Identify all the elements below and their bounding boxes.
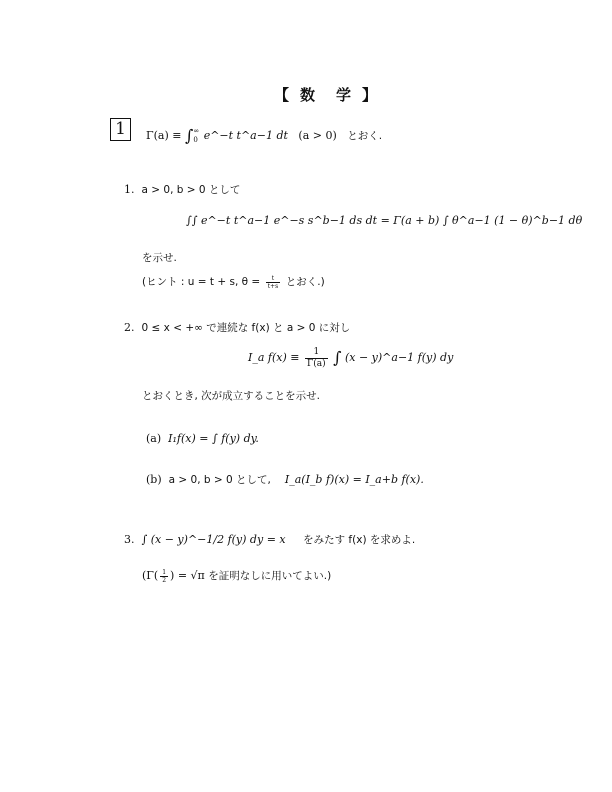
q1-instruction: を示せ. bbox=[142, 252, 177, 264]
q3-equation: ∫ (x − y)^−1/2 f(y) dy = x bbox=[141, 533, 286, 546]
q3-heading bbox=[124, 532, 415, 547]
q3-note-mid: ) = √π bbox=[170, 569, 205, 582]
q1-eq-lhs: ∫∫ e^−t t^a−1 e^−s s^b−1 ds dt bbox=[186, 214, 378, 227]
q1-condition: a > 0, b > 0 として bbox=[141, 184, 241, 196]
q3-note-suffix: を証明なしに用いてよい.) bbox=[208, 570, 332, 582]
title-word-2: 学 bbox=[336, 86, 353, 104]
gamma-def-suffix: とおく. bbox=[347, 130, 383, 142]
q2-part-b bbox=[146, 472, 424, 487]
integral-limits: ∞ 0 bbox=[193, 127, 200, 144]
gamma-def-integrand: e^−t t^a−1 dt bbox=[203, 129, 288, 142]
q2-part-a bbox=[146, 432, 259, 445]
gamma-definition bbox=[146, 124, 382, 145]
q2-def-fraction: $\frac{1}{\Gamma(a)}$ bbox=[306, 346, 326, 369]
q1-equation bbox=[186, 214, 582, 227]
q1-label: 1. bbox=[124, 183, 135, 196]
q2-def-integrand: (x − y)^a−1 f(y) dy bbox=[344, 351, 454, 364]
q1-hint-suffix: とおく.) bbox=[285, 276, 325, 288]
q1-hint-fraction: $\frac{t}{t+s}$ bbox=[267, 274, 279, 290]
q2-label: 2. bbox=[124, 321, 135, 334]
q3-note-fraction: $\frac{1}{2}$ bbox=[162, 568, 167, 584]
q3-note bbox=[142, 568, 331, 584]
q2-part-b-label: (b) bbox=[146, 473, 162, 486]
q1-hint bbox=[142, 274, 325, 290]
q1-eq-rhs: = Γ(a + b) ∫ θ^a−1 (1 − θ)^b−1 dθ bbox=[380, 214, 583, 227]
q2-def-lhs: I_a f(x) ≡ bbox=[248, 351, 300, 364]
integral-sign: ∫ bbox=[185, 126, 194, 145]
q2-definition bbox=[248, 346, 453, 370]
q2-instruction: とおくとき, 次が成立することを示せ. bbox=[142, 390, 321, 402]
q2-part-b-eq: I_a(I_b f)(x) = I_a+b f(x). bbox=[284, 473, 424, 486]
problem-number-box: 1 bbox=[110, 118, 131, 141]
q1-hint-prefix: (ヒント : u = t + s, θ = bbox=[142, 276, 261, 288]
title-open-bracket: 【 bbox=[274, 86, 291, 104]
q2-part-a-eq: I₁f(x) = ∫ f(y) dy. bbox=[168, 432, 259, 445]
q2-part-a-label: (a) bbox=[146, 432, 162, 445]
title-word-1: 数 bbox=[300, 86, 317, 104]
gamma-def-lhs: Γ(a) ≡ bbox=[146, 129, 182, 142]
title-close-bracket: 】 bbox=[362, 86, 379, 104]
q1-heading bbox=[124, 182, 240, 197]
q3-label: 3. bbox=[124, 533, 135, 546]
q2-part-b-cond: a > 0, b > 0 として, bbox=[168, 474, 271, 486]
q3-instruction: をみたす f(x) を求めよ. bbox=[303, 534, 416, 546]
q3-note-prefix: (Γ( bbox=[142, 569, 159, 582]
integral-sign: ∫ bbox=[333, 348, 342, 367]
gamma-def-condition: (a > 0) bbox=[298, 129, 337, 142]
q2-heading bbox=[124, 320, 350, 335]
q2-condition: 0 ≤ x < +∞ で連続な f(x) と a > 0 に対し bbox=[141, 322, 351, 334]
page-title bbox=[274, 84, 378, 105]
